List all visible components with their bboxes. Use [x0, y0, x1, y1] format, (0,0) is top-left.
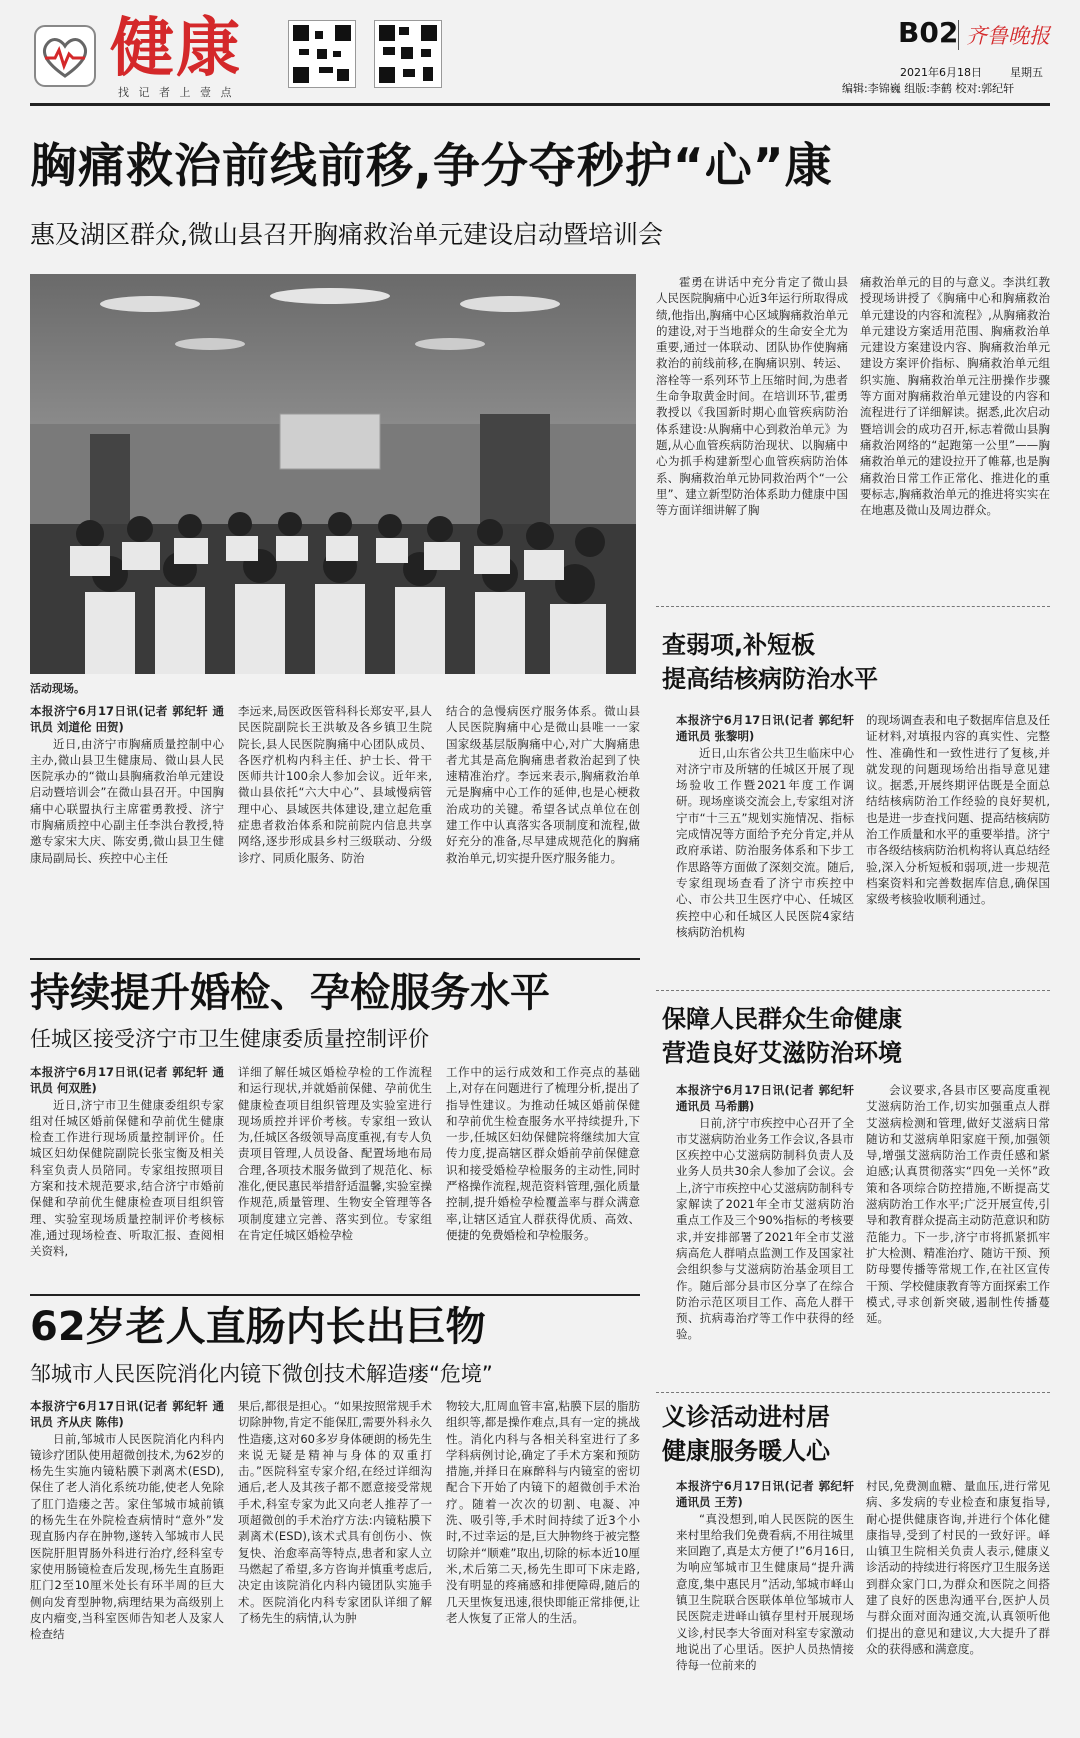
lead-right-col2: [860, 274, 1050, 594]
colon-subtitle: 邹城市人民医院消化内镜下微创技术解造瘘“危境”: [30, 1362, 493, 1386]
clinic-article-col2: [866, 1478, 1050, 1728]
masthead: [0, 0, 1080, 100]
marriage-subtitle: 任城区接受济宁市卫生健康委质量控制评价: [30, 1027, 429, 1051]
lead-paragraph-5: 痛救治单元的目的与意义。李洪红教授现场讲授了《胸痛中心和胸痛救治单元建设的内容和流程》,从胸痛救治单元建设方案适用范围、胸痛救治单元建设方案建设内容、胸痛救治单元建设方案评价指标、胸痛救治单元组织实施、胸痛救治单元注册操作步骤等方面对胸痛救治单元建设的内容和流程进行了详细解读。据悉,此次启动暨培训会的成功召开,标志着微山县胸痛救治网络的“起跑第一公里”——胸痛救治单元的建设拉开了帷幕,也是胸痛救治日常工作正常化、推进化的重要标志,胸痛救治单元的推进将实实在在地惠及微山及周边群众。: [860, 275, 1050, 518]
lead-article-col1: [30, 703, 224, 953]
divider-right-3: [656, 1392, 1050, 1393]
colon-article-col3: [446, 1398, 640, 1728]
qr-code-1-icon: [288, 20, 356, 88]
marriage-headline: 持续提升婚检、孕检服务水平: [30, 970, 550, 1016]
colon-byline: 本报济宁6月17日讯(记者 郭纪轩 通讯员 齐从庆 陈伟): [30, 1399, 224, 1430]
marriage-article-col2: [238, 1064, 432, 1284]
aids-paragraph-2: 会议要求,各县市区要高度重视艾滋病防治工作,切实加强重点人群艾滋病检测和管理,做好艾滋病日常随访和艾滋病单阳家庭干预,加强领导,增强艾滋病防治工作责任感和紧迫感;认真贯彻落实“四免一关怀”政策和各项综合防控措施,不断提高艾滋病防治工作水平;广泛开展宣传,引导和教育群众提高主动防范意识和防范能力。下一步,济宁市将抓紧抓牢扩大检测、精准治疗、随访干预、预防母婴传播等常规工作,在社区宣传干预、学校健康教育等方面探索工作模式,寻求创新突破,遏制性传播蔓延。: [866, 1083, 1050, 1326]
conference-photo: [30, 274, 636, 674]
aids-headline-line2: 营造良好艾滋防治环境: [662, 1039, 902, 1067]
aids-byline: 本报济宁6月17日讯(记者 郭纪轩 通讯员 马希鹏): [676, 1083, 854, 1114]
lead-article-col3: [446, 703, 640, 953]
clinic-headline-line2: 健康服务暖人心: [662, 1437, 830, 1465]
marriage-article-col1: [30, 1064, 224, 1284]
clinic-paragraph-2: 村民,免费测血糖、量血压,进行常见病、多发病的专业检查和康复指导,耐心提供健康咨询,并进行个体化健康指导,受到了村民的一致好评。峄山镇卫生院相关负责人表示,健康义诊活动的持续进行将医疗卫生服务送到群众家门口,为群众和医院之间搭建了良好的医患沟通平台,医护人员与群众面对面沟通交流,认真领听他们提出的意见和建议,大大提升了群众的获得感和满意度。: [866, 1479, 1050, 1656]
section-title: 健康: [110, 12, 242, 86]
aids-paragraph-1: 日前,济宁市疾控中心召开了全市艾滋病防治业务工作会议,各县市区疾控中心艾滋病防制科负责人及业务人员共30余人参加了会议。会上,济宁市疾控中心艾滋病防制科专家解读了2021年全市艾滋病防治重点工作及三个90%指标的考核要求,并安排部署了2021年全市艾滋病高危人群哨点监测工作及国家社会组织参与艾滋病防治基金项目工作。随后部分县市区分享了在综合防治示范区项目工作、高危人群干预、抗病毒治疗等工作中获得的经验。: [676, 1115, 854, 1342]
lead-byline: 本报济宁6月17日讯(记者 郭纪轩 通讯员 刘道伦 田贺): [30, 704, 224, 735]
lead-subtitle: 惠及湖区群众,微山县召开胸痛救治单元建设启动暨培训会: [30, 220, 663, 249]
colon-paragraph-2: 果后,都很是担心。“如果按照常规手术切除肿物,肯定不能保肛,需要外科永久性造瘘,这对60多岁身体硬朗的杨先生来说无疑是精神与身体的双重打击。”医院科室专家介绍,在经过详细沟通后,老人及其孩子都不愿意接受常规手术,科室专家为此又向老人推荐了一项超微创的手术治疗方法:内镜粘膜下剥离术(ESD),该术式具有创伤小、恢复快、治愈率高等特点,患者和家人立马燃起了希望,多方咨询并慎重考虑后,决定由该院消化内科内镜团队实施手术。医院消化内科专家团队详细了解了杨先生的病情,认为肿: [238, 1399, 432, 1625]
lead-paragraph-1: 近日,由济宁市胸痛质量控制中心主办,微山县卫生健康局、微山县人民医院承办的“微山县胸痛救治单元建设启动暨培训会”在微山县召开。中国胸痛中心联盟执行主席霍勇教授、济宁市胸痛质控中心副主任李洪台教授,特邀专家宋大庆、陈安勇,微山县卫生健康局副局长、疾控中心主任: [30, 736, 224, 865]
tb-byline: 本报济宁6月17日讯(记者 郭纪轩 通讯员 张黎明): [676, 713, 854, 744]
tb-headline-line2: 提高结核病防治水平: [662, 665, 878, 693]
clinic-byline: 本报济宁6月17日讯(记者 郭纪轩 通讯员 王芳): [676, 1479, 854, 1510]
issue-weekday: 星期五: [1010, 66, 1043, 79]
lead-right-col1: [656, 274, 848, 594]
tb-article-col2: [866, 712, 1050, 978]
marriage-article-col3: [446, 1064, 640, 1284]
issue-date: 2021年6月18日: [900, 66, 982, 79]
aids-article-col2: [866, 1082, 1050, 1382]
marriage-byline: 本报济宁6月17日讯(记者 郭纪轩 通讯员 何双胜): [30, 1065, 224, 1096]
qr-code-2-icon: [374, 20, 442, 88]
divider-right-2: [656, 990, 1050, 991]
colon-headline: 62岁老人直肠内长出巨物: [30, 1304, 486, 1350]
divider-left-1: [30, 958, 640, 960]
marriage-paragraph-2: 详细了解任城区婚检孕检的工作流程和运行现状,并就婚前保健、孕前优生健康检查项目组织管理及实验室进行现场质控并评价考核。专家组一致认为,任城区各级领导高度重视,有专人负责项目管理,人员设备、配置场地布局合理,各项技术服务做到了规范化、标准化,便民惠民举措舒适温馨,实验室操作规范,质量管理、生物安全管理等各项制度建立完善、落实到位。专家组在肯定任城区婚检孕检: [238, 1065, 432, 1242]
lead-paragraph-4: 霍勇在讲话中充分肯定了微山县人民医院胸痛中心近3年运行所取得成绩,他指出,胸痛中心区域胸痛救治单元的建设,对于当地群众的生命安全尤为重要,通过一体联动、团队协作使胸痛救治的前线前移,在胸痛识别、转运、溶栓等一系列环节上压缩时间,为患者生命争取黄金时间。在培训环节,霍勇教授以《我国新时期心血管疾病防治体系建设:从胸痛中心到救治单元》为题,从心血管疾病防治现状、以胸痛中心为抓手构建新型心血管疾病防治体系、胸痛救治单元协同救治两个“一公里”、建立新型防治体系助力健康中国等方面详细讲解了胸: [656, 275, 848, 518]
colon-article-col2: [238, 1398, 432, 1728]
tb-headline-line1: 查弱项,补短板: [662, 631, 816, 659]
divider-left-2: [30, 1294, 640, 1296]
marriage-paragraph-3: 工作中的运行成效和工作亮点的基础上,对存在问题进行了梳理分析,提出了指导性建议。为推动任城区婚前保健和孕前优生检查服务水平持续提升,下一步,任城区妇幼保健院将继续加大宣传力度,提高辖区群众婚前孕前保健意识和接受婚检孕检服务的主动性,同时严格操作流程,规范资料管理,强化质量控制,提升婚检孕检覆盖率与群众满意率,让辖区适宜人群获得优质、高效、便捷的免费婚检和孕检服务。: [446, 1065, 640, 1242]
editor-credits: 编辑:李锦巍 组版:李鹤 校对:郭纪轩: [842, 82, 1015, 95]
colon-paragraph-3: 物较大,肛周血管丰富,粘膜下层的脂肪组织等,都是操作难点,具有一定的挑战性。消化内科与各相关科室进行了多学科病例讨论,确定了手术方案和预防措施,并择日在麻醉科与内镜室的密切配合下开始了内镜下的超微创手术治疗。随着一次次的切割、电凝、冲洗、吸引等,手术时间持续了近3个小时,不过幸运的是,巨大肿物终于被完整切除并“顺难”取出,切除的标本近10厘米,术后第二天,杨先生即可下床走路,没有明显的疼痛感和排便障碍,随后的几天里恢复迅速,很快即能正常排便,让老人恢复了正常人的生活。: [446, 1399, 640, 1625]
section-slogan: 找 记 者 上 壹 点: [118, 86, 235, 99]
paper-name: 齐鲁晚报: [966, 24, 1050, 48]
clinic-paragraph-1: “真没想到,咱人民医院的医生来村里给我们免费看病,不用往城里来回跑了,真是太方便了!”6月16日,为响应邹城市卫生健康局“提升满意度,集中惠民月”活动,邹城市峄山镇卫生院联合医联体单位邹城市人民医院走进峄山镇存里村开展现场义诊,村民李大爷面对科室专家激动地说出了心里话。医护人员热情接待每一位前来的: [676, 1511, 854, 1673]
clinic-article-col1: [676, 1478, 854, 1728]
photo-caption: 活动现场。: [30, 682, 85, 695]
tb-article-col1: [676, 712, 854, 978]
marriage-paragraph-1: 近日,济宁市卫生健康委组织专家组对任城区婚前保健和孕前优生健康检查工作进行现场质量控制评价。任城区妇幼保健院副院长张宝衡及相关科室负责人员陪同。专家组按照项目方案和技术规范要求,结合济宁市婚前保健和孕前优生健康检查项目组织管理、实验室现场质量控制评价考核标准,通过现场检查、听取汇报、查阅相关资料,: [30, 1097, 224, 1259]
heart-logo-icon: [33, 24, 97, 88]
lead-paragraph-2: 李远来,局医政医管科科长郑安平,县人民医院副院长王洪敏及各乡镇卫生院院长,县人民医院胸痛中心团队成员、各医疗机构内科主任、护士长、骨干医师共计100余人参加会议。近年来,微山县依托“六大中心”、县域慢病管理中心、县域医共体建设,建立起危重症患者救治体系和院前院内信息共享网络,逐步形成县乡村三级联动、分级诊疗、同质化服务、防治: [238, 704, 432, 865]
divider-right-1: [656, 606, 1050, 607]
lead-paragraph-3: 结合的急慢病医疗服务体系。微山县人民医院胸痛中心是微山县唯一一家国家级基层版胸痛中心,对广大胸痛患者尤其是高危胸痛患者救治起到了快速精准治疗。李远来表示,胸痛救治单元是胸痛中心工作的延伸,也是心梗救治成功的关键。希望各试点单位在创建工作中认真落实各项制度和流程,做好充分的准备,尽早建成规范化的胸痛救治单元,切实提升医疗服务能力。: [446, 704, 640, 865]
clinic-headline-line1: 义诊活动进村居: [662, 1403, 830, 1431]
page-number: B02: [898, 16, 959, 49]
tb-paragraph-2: 的现场调查表和电子数据库信息及任证材料,对填报内容的真实性、完整性、准确性和一致性进行了复核,并就发现的问题现场给出指导意见建议。据悉,开展终期评估既是全面总结结核病防治工作经验的良好契机,也是进一步查找问题、提高结核病防治工作质量和水平的重要举措。济宁市各级结核病防治机构将认真总结经验,深入分析短板和弱项,进一步规范档案资料和完善数据库信息,确保国家级考核验收顺利通过。: [866, 713, 1050, 907]
lead-headline: 胸痛救治前线前移,争分夺秒护“心”康: [30, 139, 833, 194]
colon-paragraph-1: 日前,邹城市人民医院消化内科内镜诊疗团队使用超微创技术,为62岁的杨先生实施内镜粘膜下剥离术(ESD),保住了老人消化系统功能,使老人免除了肛门造瘘之苦。家住邹城市城前镇的杨先生在外院检查病情时“意外”发现直肠内存在肿物,遂转入邹城市人民医院肝胆胃肠外科进行治疗,经科室专家使用肠镜检查后发现,杨先生直肠距肛门2至10厘米处长有环半周的巨大侧向发育型肿物,病理结果为高级别上皮内瘤变,当科室医师告知老人及家人检查结: [30, 1431, 224, 1642]
masthead-rule: [30, 103, 1050, 106]
lead-article-col2: [238, 703, 432, 953]
aids-headline-line1: 保障人民群众生命健康: [662, 1005, 902, 1033]
tb-paragraph-1: 近日,山东省公共卫生临床中心对济宁市及所辖的任城区开展了现场验收工作暨2021年度工作调研。现场座谈交流会上,专家组对济宁市“十三五”规划实施情况、指标完成情况等方面给予充分肯定,并从政府承诺、防治服务体系和下步工作思路等方面做了深刻交流。随后,专家组现场查看了济宁市疾控中心、市公共卫生医疗中心、任城区疾控中心和任城区人民医院4家结核病防治机构: [676, 745, 854, 939]
aids-article-col1: [676, 1082, 854, 1382]
colon-article-col1: [30, 1398, 224, 1728]
